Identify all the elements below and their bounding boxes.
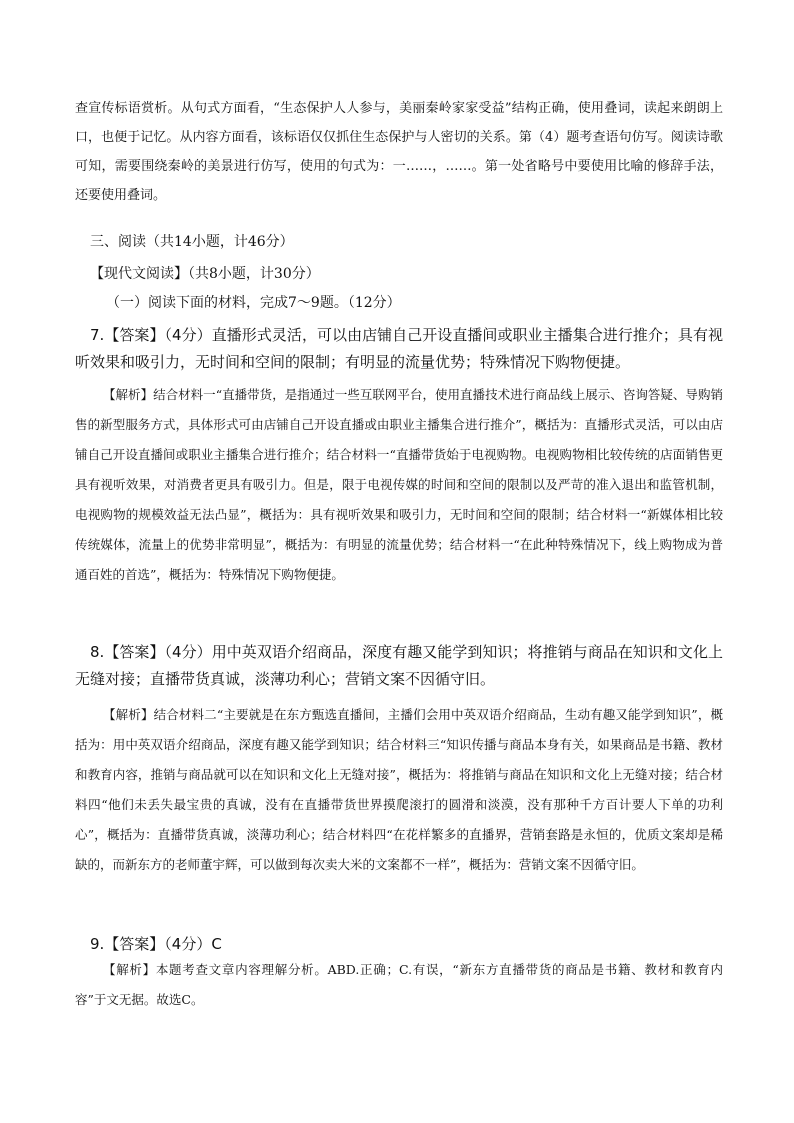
question-9-answer-label: 9.【答案】（4分） bbox=[90, 935, 212, 953]
question-8-answer-label: 8.【答案】（4分） bbox=[90, 643, 212, 661]
question-7-answer-text: 直播形式灵活，可以由店铺自己开设直播间或职业主播集合进行推介；具有视听效果和吸引力，无时间和空间的限制；有明显的流量优势；特殊情况下购物便捷。 bbox=[75, 326, 723, 371]
question-8-analysis bbox=[75, 700, 723, 880]
question-7-answer bbox=[75, 322, 723, 376]
part-title: （一）阅读下面的材料，完成7～9题。（12分） bbox=[106, 295, 401, 311]
question-8-answer bbox=[75, 639, 723, 693]
question-9-answer bbox=[75, 931, 723, 958]
question-7-analysis bbox=[75, 380, 723, 590]
intro-paragraph bbox=[75, 94, 723, 210]
question-7-analysis-label: 【解析】 bbox=[103, 387, 154, 402]
question-9-analysis bbox=[75, 955, 723, 1015]
subsection-title: 【现代文阅读】（共8小题，计30分） bbox=[90, 266, 320, 282]
section-heading bbox=[90, 232, 720, 252]
question-8-answer-text: 用中英双语介绍商品，深度有趣又能学到知识；将推销与商品在知识和文化上无缝对接；直播带货真诚，淡薄功利心；营销文案不因循守旧。 bbox=[75, 643, 723, 688]
section-title: 三、阅读（共14小题，计46分） bbox=[90, 234, 294, 250]
question-9-answer-text: C bbox=[211, 935, 222, 953]
question-8-analysis-label: 【解析】 bbox=[103, 707, 154, 722]
subsection-heading bbox=[90, 264, 720, 284]
question-7-answer-label: 7.【答案】（4分） bbox=[90, 326, 212, 344]
question-9-analysis-text: 本题考查文章内容理解分析。ABD.正确；C.有误，“新东方直播带货的商品是书籍、教材和教育内容”于文无据。故选C。 bbox=[75, 962, 723, 1007]
question-8-analysis-text: 结合材料二“主要就是在东方甄选直播间，主播们会用中英双语介绍商品，生动有趣又能学到知识”，概括为：用中英双语介绍商品，深度有趣又能学到知识；结合材料三“知识传播与商品本身有关，如果商品是书籍、教材和教育内容，推销与商品就可以在知识和文化上无缝对接”，概括为：将推销与商品在知识和文化上无缝对接；结合材料四“他们未丢失最宝贵的真诚，没有在直播带货世界摸爬滚打的圆滑和淡漠，没有那种千方百计要人下单的功利心”，概括为：直播带货真诚，淡薄功利心；结合材料四“在花样繁多的直播界，营销套路是永恒的，优质文案却是稀缺的，而新东方的老师董宇辉，可以做到每次卖大米的文案都不一样”，概括为：营销文案不因循守旧。 bbox=[75, 707, 723, 872]
part-heading bbox=[106, 293, 736, 313]
question-7-analysis-text: 结合材料一“直播带货，是指通过一些互联网平台，使用直播技术进行商品线上展示、咨询答疑、导购销售的新型服务方式，具体形式可由店铺自己开设直播或由职业主播集合进行推介”，概括为：直播形式灵活，可以由店铺自己开设直播间或职业主播集合进行推介；结合材料一“直播带货始于电视购物。电视购物相比较传统的店面销售更具有视听效果，对消费者更具有吸引力。但是，限于电视传媒的时间和空间的限制以及严苛的准入退出和监管机制，电视购物的规模效益无法凸显”，概括为：具有视听效果和吸引力，无时间和空间的限制；结合材料一“新媒体相比较传统媒体，流量上的优势非常明显”，概括为：有明显的流量优势；结合材料一“在此种特殊情况下，线上购物成为普通百姓的首选”，概括为：特殊情况下购物便捷。 bbox=[75, 387, 723, 582]
intro-text: 查宣传标语赏析。从句式方面看，“生态保护人人参与，美丽秦岭家家受益”结构正确，使用叠词，读起来朗朗上口，也便于记忆。从内容方面看，该标语仅仅抓住生态保护与人密切的关系。第（4）题考查语句仿写。阅读诗歌可知，需要围绕秦岭的美景进行仿写，使用的句式为：一……，……。第一处省略号中要使用比喻的修辞手法，还要使用叠词。 bbox=[75, 101, 723, 203]
question-9-analysis-label: 【解析】 bbox=[103, 962, 156, 977]
